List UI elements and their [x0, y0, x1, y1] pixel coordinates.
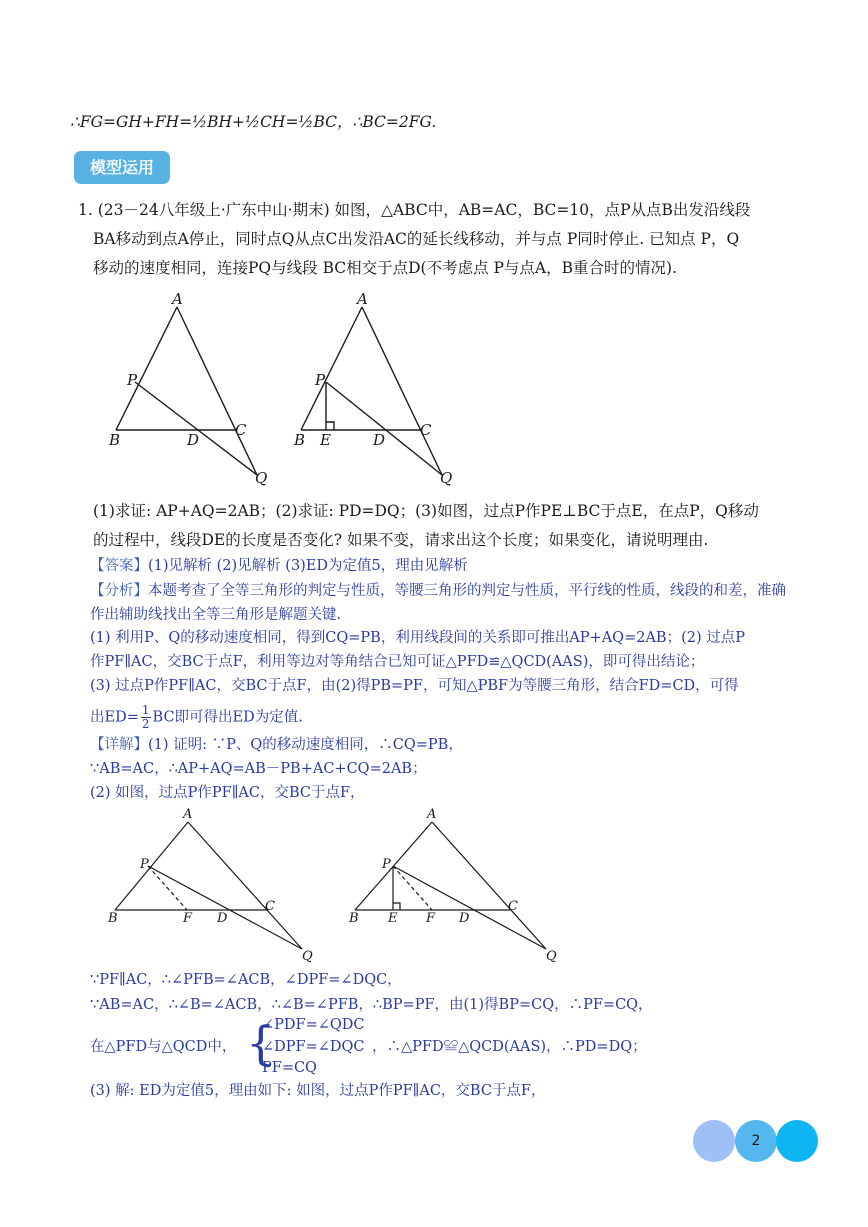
label-F: F	[426, 911, 436, 926]
detail-figures	[100, 806, 580, 966]
detail-line-2: ∵AB=AC，∴AP+AQ=AB－PB+AC+CQ=2AB；	[90, 761, 427, 777]
label-A: A	[183, 807, 193, 822]
condition-3: PF=CQ	[262, 1060, 317, 1076]
label-E: E	[388, 911, 398, 926]
problem-line-3: 移动的速度相同，连接PQ与线段 BC相交于点D(不考虑点 P与点A，B重合时的情况).	[93, 259, 677, 277]
problem-line-2: BA移动到点A停止，同时点Q从点C出发沿AC的延长线移动，并与点 P同时停止. 已知点 P，Q	[93, 230, 740, 248]
label-F: F	[183, 911, 193, 926]
decor-circle-3	[776, 1120, 818, 1162]
analysis-line-1	[90, 581, 786, 601]
page-number: 2	[735, 1120, 777, 1162]
label-C: C	[420, 421, 432, 439]
detail-line-6a: 在△PFD与△QCD中，	[90, 1039, 237, 1055]
detail-text-1: (1) 证明: ∵P、Q的移动速度相同，∴CQ=PB，	[148, 737, 463, 753]
label-D: D	[187, 431, 200, 449]
label-B: B	[294, 431, 306, 449]
detail-line-4: ∵PF∥AC，∴∠PFB=∠ACB，∠DPF=∠DQC，	[90, 972, 402, 988]
label-P: P	[315, 371, 326, 389]
label-B: B	[108, 911, 118, 926]
label-D: D	[459, 911, 470, 926]
analysis-text-6b: BC即可得出ED为定值.	[152, 709, 303, 726]
decor-circle-1	[693, 1120, 735, 1162]
section-badge: 模型运用	[74, 151, 170, 184]
analysis-line-3: (1) 利用P、Q的移动速度相同，得到CQ=PB，利用线段间的关系即可推出AP+AQ=2AB；(2) 过点P	[90, 630, 745, 646]
question-line-1: (1)求证: AP+AQ=2AB；(2)求证: PD=DQ；(3)如图，过点P作PE⊥BC于点E，在点P，Q移动	[93, 502, 759, 520]
label-P: P	[382, 857, 391, 872]
detail-line-7: (3) 解: ED为定值5，理由如下: 如图，过点P作PF∥AC，交BC于点F，	[90, 1083, 546, 1099]
problem-line-1: 1. (23－24八年级上·广东中山·期末) 如图，△ABC中，AB=AC，BC=10，点P从点B出发沿线段	[78, 201, 751, 219]
label-Q: Q	[255, 469, 268, 487]
analysis-line-4: 作PF∥AC，交BC于点F，利用等边对等角结合已知可证△PFD≌△QCD(AAS)，即可得出结论；	[90, 654, 705, 670]
label-Q: Q	[440, 469, 453, 487]
condition-2: ∠DPF=∠DQC	[262, 1039, 365, 1055]
analysis-line-2: 作出辅助线找出全等三角形是解题关键.	[90, 607, 342, 623]
detail-line-6b: ，∴△PFD≌△QCD(AAS)，∴PD=DQ；	[372, 1039, 647, 1055]
analysis-line-5: (3) 过点P作PF∥AC，交BC于点F，由(2)得PB=PF，可知△PBF为等腰三角形，结合FD=CD，可得	[90, 678, 739, 694]
detail-line-5: ∵AB=AC，∴∠B=∠ACB，∴∠B=∠PFB，∴BP=PF，由(1)得BP=CQ，∴PF=CQ，	[90, 997, 653, 1013]
label-Q: Q	[302, 949, 313, 964]
detail-tag: 【详解】	[90, 737, 148, 753]
label-C: C	[265, 899, 275, 914]
problem-figures	[100, 285, 500, 490]
brace-symbol: {	[246, 1016, 276, 1070]
label-B: B	[109, 431, 121, 449]
label-P: P	[140, 857, 149, 872]
label-E: E	[320, 431, 331, 449]
fraction	[141, 704, 151, 731]
label-A: A	[427, 807, 437, 822]
answer-tag: 【答案】	[90, 558, 148, 574]
label-A: A	[172, 290, 183, 308]
label-Q: Q	[546, 949, 557, 964]
fraction-numerator: 1	[141, 703, 150, 717]
analysis-line-6	[90, 704, 303, 731]
question-line-2: 的过程中，线段DE的长度是否变化? 如果不变，请求出这个长度；如果变化，请说明理由.	[93, 531, 709, 549]
condition-1: ∠PDF=∠QDC	[262, 1017, 365, 1033]
label-P: P	[127, 371, 138, 389]
analysis-text-1: 本题考查了全等三角形的判定与性质，等腰三角形的判定与性质，平行线的性质，线段的和差，准确	[148, 583, 786, 599]
label-D: D	[217, 911, 228, 926]
analysis-text-6a: 出ED=	[90, 709, 139, 726]
label-B: B	[349, 911, 359, 926]
label-C: C	[235, 421, 247, 439]
top-formula: ∴FG=GH+FH=½BH+½CH=½BC，∴BC=2FG.	[70, 113, 437, 131]
label-C: C	[508, 899, 518, 914]
detail-line-1	[90, 735, 463, 755]
label-A: A	[357, 290, 368, 308]
detail-line-3: (2) 如图，过点P作PF∥AC，交BC于点F，	[90, 785, 365, 801]
fraction-denominator: 2	[141, 717, 150, 731]
analysis-tag: 【分析】	[90, 583, 148, 599]
answer-text: (1)见解析 (2)见解析 (3)ED为定值5，理由见解析	[148, 558, 468, 574]
answer-line	[90, 556, 468, 576]
label-D: D	[373, 431, 386, 449]
